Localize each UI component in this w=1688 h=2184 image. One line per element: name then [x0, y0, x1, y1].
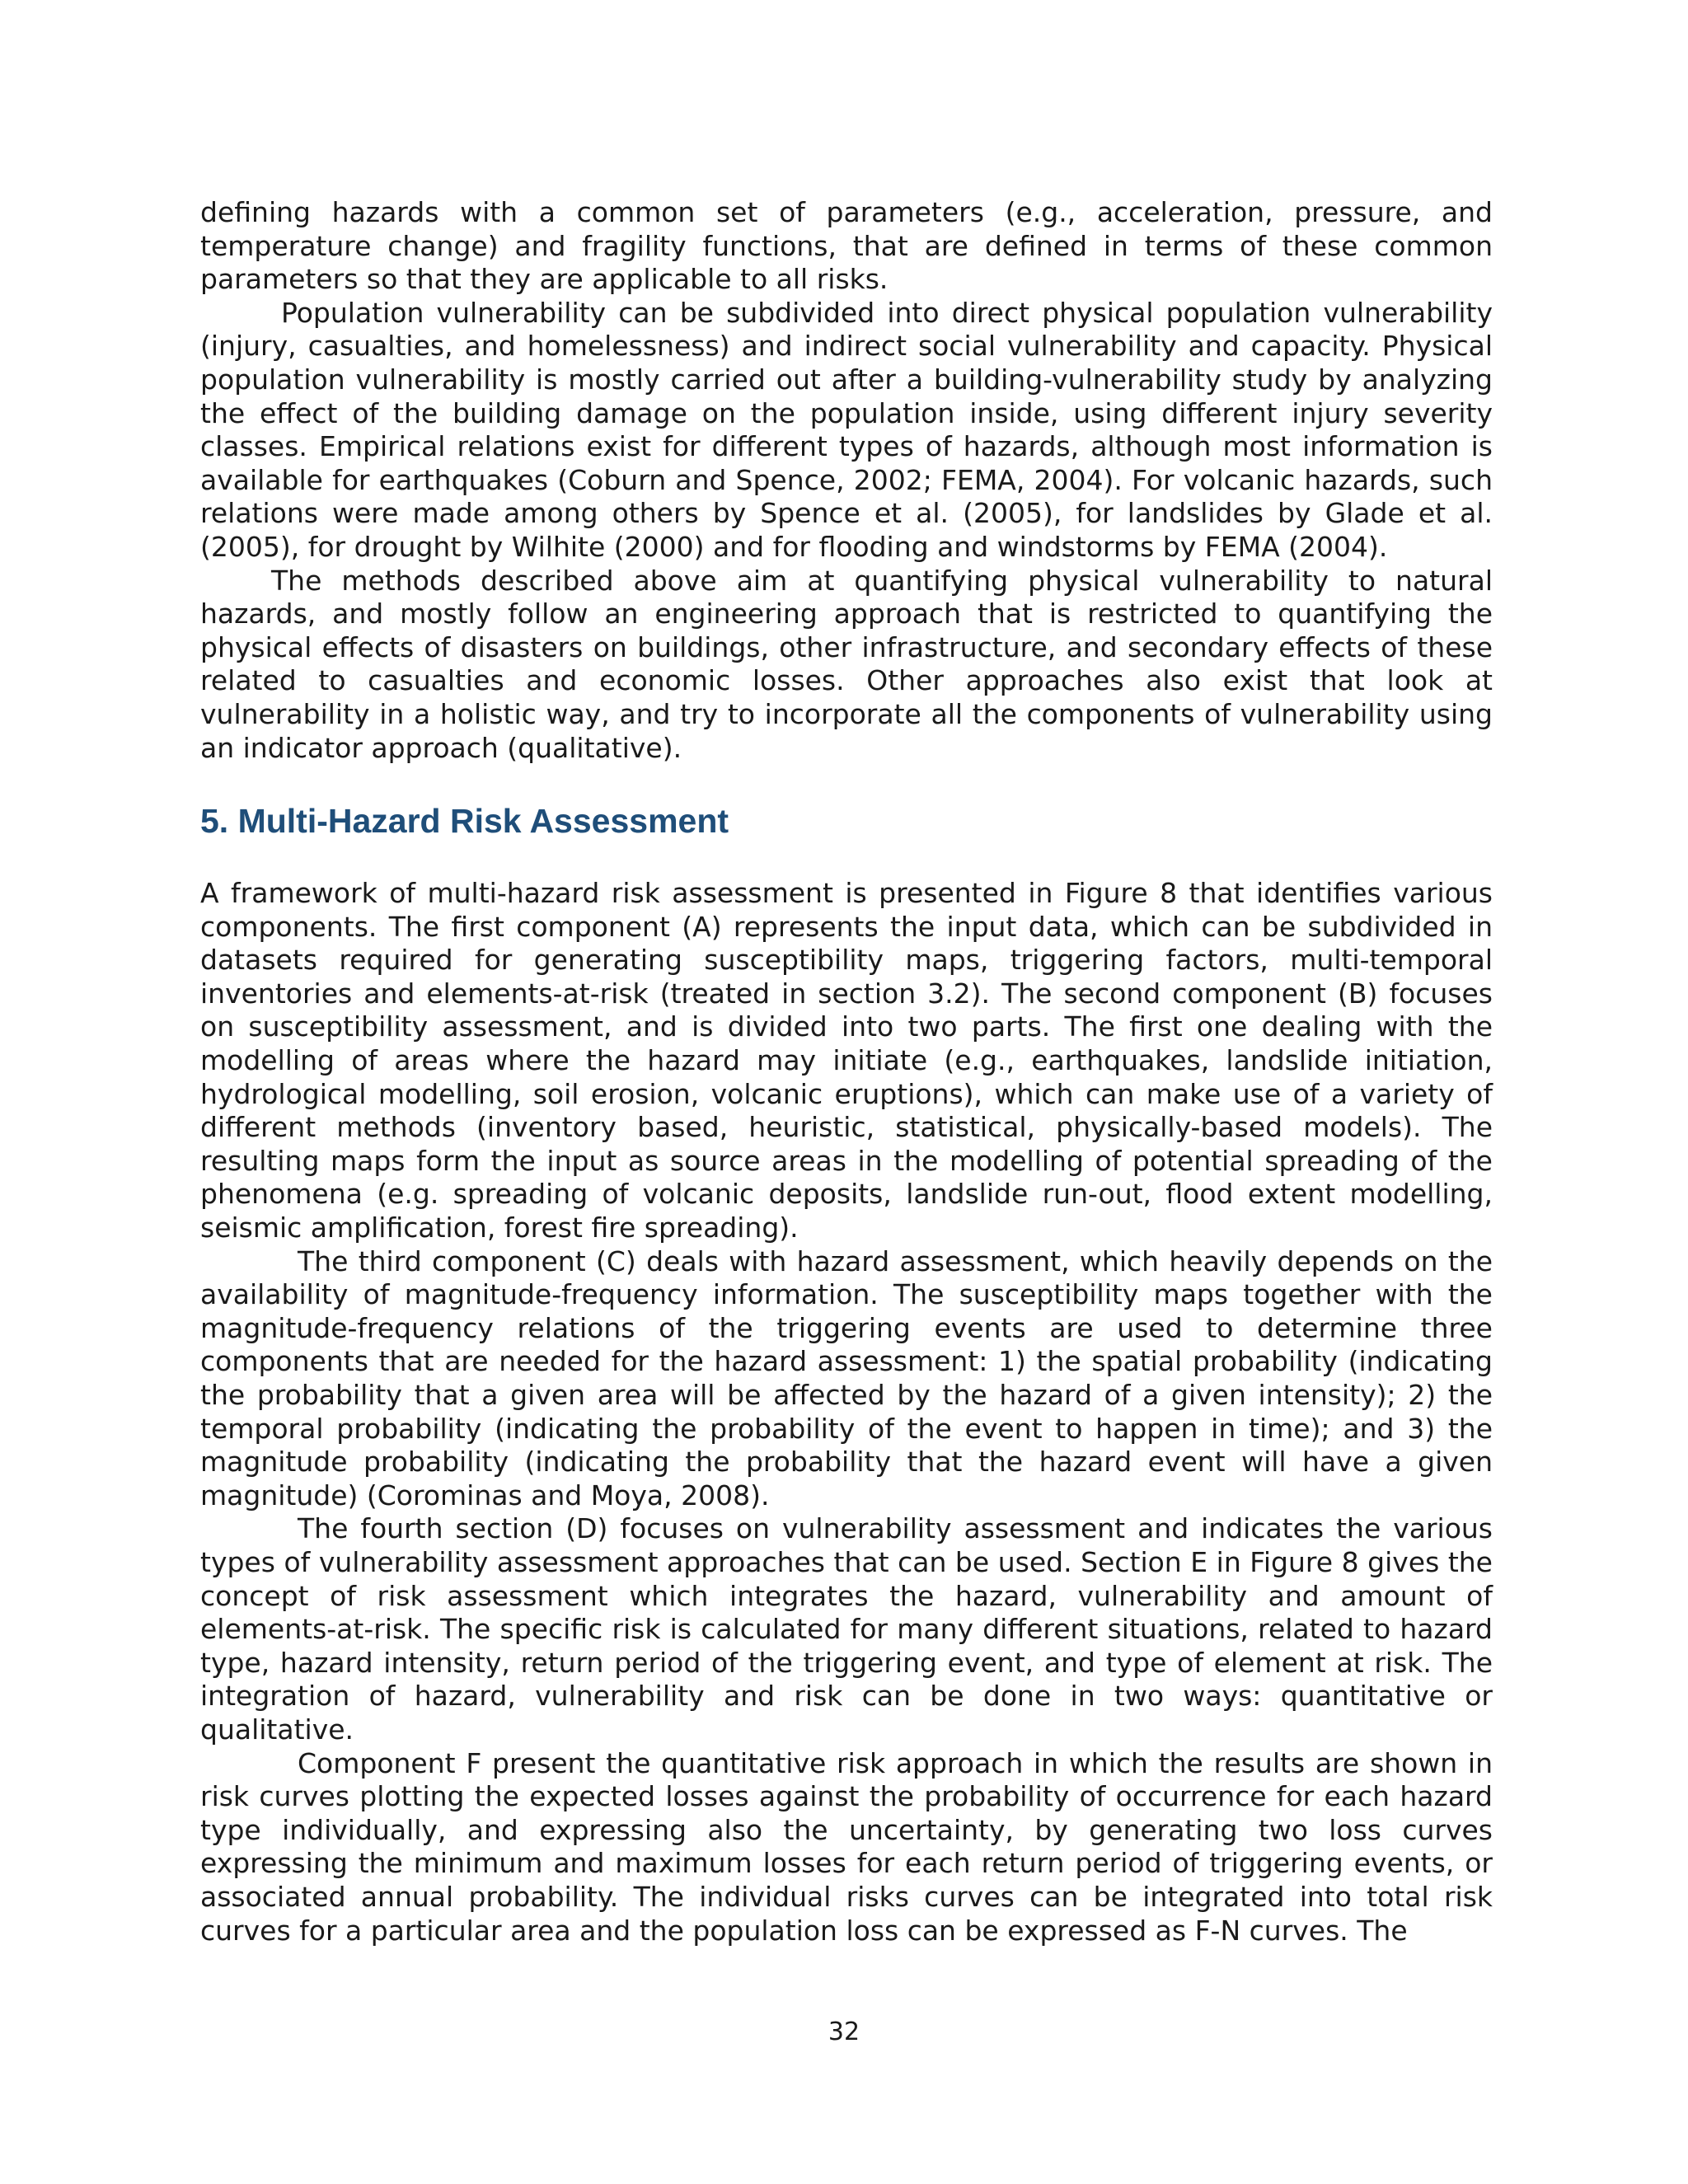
- paragraph-population-vulnerability: Population vulnerability can be subdivided into direct physical population vulnerability (injury, casualties, and homelessness) and indirect social vulnerability and capacity. Physical population vulnerability is mostly carried out after a building-vulnerability study by analyzing the effect of the building damage on the population inside, using different injury severity classes. Empirical relations exist for different types of hazards, although most information is available for earthquakes (Coburn and Spence, 2002; FEMA, 2004). For volcanic hazards, such relations were made among others by Spence et al. (2005), for landslides by Glade et al. (2005), for drought by Wilhite (2000) and for flooding and windstorms by FEMA (2004).: [200, 296, 1493, 563]
- opening-paragraph: defining hazards with a common set of parameters (e.g., acceleration, pressure, and temperature change) and fragility functions, that are defined in terms of these common parameters so that they are applicable to all risks.: [200, 196, 1493, 296]
- page-body: [200, 196, 1493, 1947]
- paragraph-component-d: The fourth section (D) focuses on vulnerability assessment and indicates the various types of vulnerability assessment approaches that can be used. Section E in Figure 8 gives the concept of risk assessment which integrates the hazard, vulnerability and amount of elements-at-risk. The specific risk is calculated for many different situations, related to hazard type, hazard intensity, return period of the triggering event, and type of element at risk. The integration of hazard, vulnerability and risk can be done in two ways: quantitative or qualitative.: [200, 1512, 1493, 1746]
- paragraph-framework: A framework of multi-hazard risk assessment is presented in Figure 8 that identifies various components. The first component (A) represents the input data, which can be subdivided in datasets required for generating susceptibility maps, triggering factors, multi-temporal inventories and elements-at-risk (treated in section 3.2). The second component (B) focuses on susceptibility assessment, and is divided into two parts. The first one dealing with the modelling of areas where the hazard may initiate (e.g., earthquakes, landslide initiation, hydrological modelling, soil erosion, volcanic eruptions), which can make use of a variety of different methods (inventory based, heuristic, statistical, physically-based models). The resulting maps form the input as source areas in the modelling of potential spreading of the phenomena (e.g. spreading of volcanic deposits, landslide run-out, flood extent modelling, seismic amplification, forest fire spreading).: [200, 877, 1493, 1244]
- section-heading: 5. Multi-Hazard Risk Assessment: [200, 802, 729, 841]
- paragraph-component-c: The third component (C) deals with hazard assessment, which heavily depends on the availability of magnitude-frequency information. The susceptibility maps together with the magnitude-frequency relations of the triggering events are used to determine three components that are needed for the hazard assessment: 1) the spatial probability (indicating the probability that a given area will be affected by the hazard of a given intensity); 2) the temporal probability (indicating the probability of the event to happen in time); and 3) the magnitude probability (indicating the probability that the hazard event will have a given magnitude) (Corominas and Moya, 2008).: [200, 1244, 1493, 1511]
- page-number: 32: [828, 2018, 860, 2046]
- paragraph-component-f: Component F present the quantitative risk approach in which the results are shown in risk curves plotting the expected losses against the probability of occurrence for each hazard type individually, and expressing also the uncertainty, by generating two loss curves expressing the minimum and maximum losses for each return period of triggering events, or associated annual probability. The individual risks curves can be integrated into total risk curves for a particular area and the population loss can be expressed as F-N curves. The: [200, 1746, 1493, 1947]
- paragraph-methods: The methods described above aim at quantifying physical vulnerability to natural hazards, and mostly follow an engineering approach that is restricted to quantifying the physical effects of disasters on buildings, other infrastructure, and secondary effects of these related to casualties and economic losses. Other approaches also exist that look at vulnerability in a holistic way, and try to incorporate all the components of vulnerability using an indicator approach (qualitative).: [200, 564, 1493, 764]
